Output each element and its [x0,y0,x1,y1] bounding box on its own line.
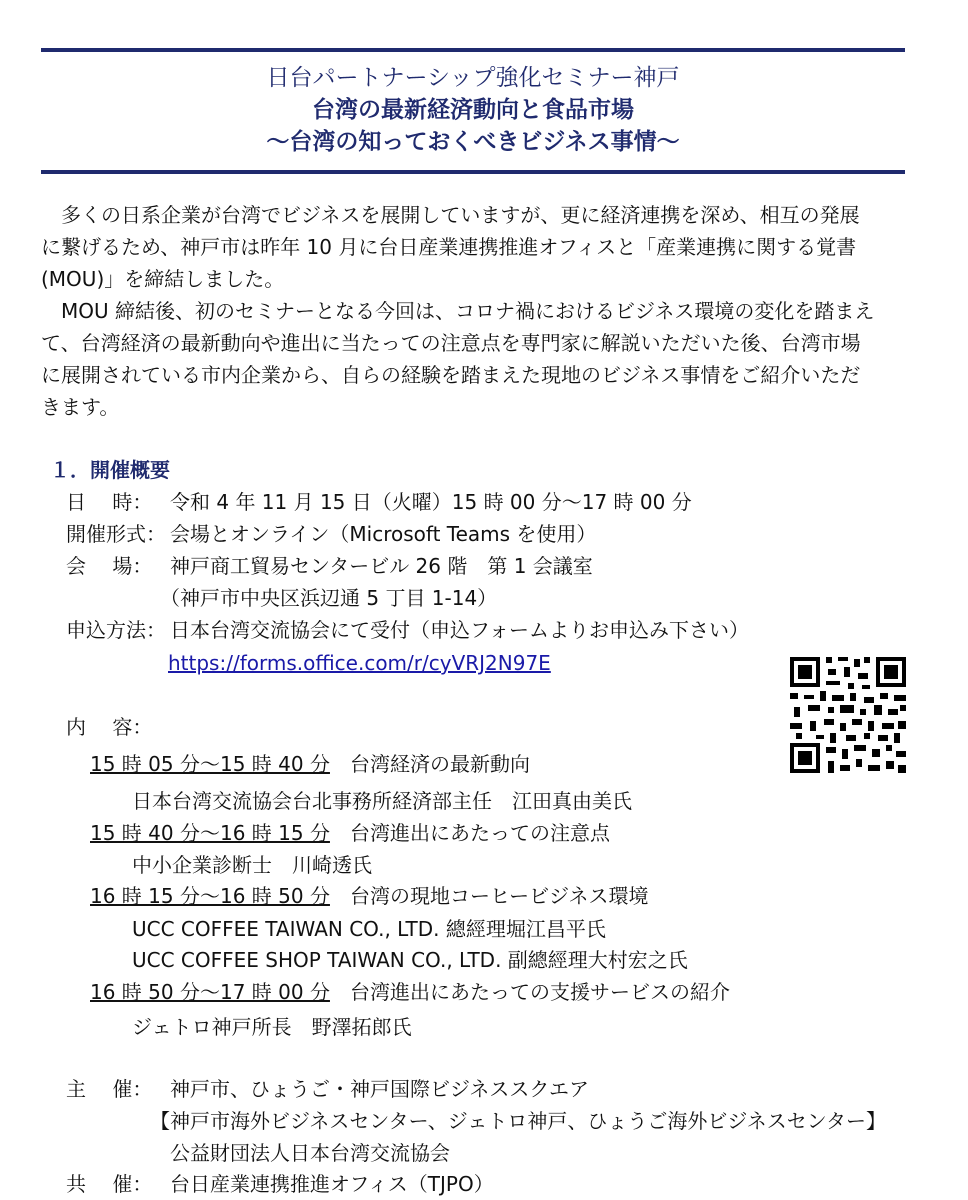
apply-form-row [168,647,551,679]
intro-line: MOU 締結後、初のセミナーとなる今回は、コロナ禍におけるビジネス環境の変化を踏まえ [41,299,875,323]
intro-line: に展開されている市内企業から、自らの経験を踏まえた現地のビジネス事情をご紹介いただ [41,363,861,387]
intro-line: に繋げるため、神戸市は昨年 10 月に台日産業連携推進オフィスと「産業連携に関する覚書 [41,235,857,259]
apply-form-link[interactable]: https://forms.office.com/r/cyVRJ2N97E [168,651,551,675]
intro-text [41,199,921,423]
intro-line: て、台湾経済の最新動向や進出に当たっての注意点を専門家に解説いただいた後、台湾市場 [41,331,861,355]
program-time: 15 時 40 分～16 時 15 分 [90,821,330,845]
datetime-row [66,486,692,518]
program-time: 16 時 50 分～17 時 00 分 [90,980,330,1004]
seminar-title: 台湾の最新経済動向と食品市場 [312,97,634,123]
intro-line: きます。 [41,395,120,419]
venue-row [66,550,593,582]
seminar-series-title: 日台パートナーシップ強化セミナー神戸 [266,65,680,91]
apply-label: 申込方法： [66,618,166,642]
cohost-label: 共 催： [66,1172,153,1196]
host-row [66,1073,589,1105]
bottom-divider [41,170,905,174]
program-topic: 台湾の現地コーヒービジネス環境 [349,884,649,908]
program-item-1 [90,748,530,780]
venue-label: 会 場： [66,554,153,578]
program-speaker: 日本台湾交流協会台北事務所経済部主任 江田真由美氏 [132,789,632,813]
format-value: 会場とオンライン（Microsoft Teams を使用） [170,522,597,546]
section-heading-overview: １．開催概要 [50,458,170,482]
program-topic: 台湾進出にあたっての注意点 [349,821,610,845]
program-item-2 [90,817,610,849]
program-time: 16 時 15 分～16 時 50 分 [90,884,330,908]
host-line: 【神戸市海外ビジネスセンター、ジェトロ神戸、ひょうご海外ビジネスセンター】 [150,1109,886,1133]
format-label: 開催形式： [66,522,166,546]
format-row [66,518,596,550]
program-topic: 台湾進出にあたっての支援サービスの紹介 [349,980,730,1004]
datetime-label: 日 時： [66,490,153,514]
top-divider [41,48,905,52]
venue-address: （神戸市中央区浜辺通 5 丁目 1-14） [160,586,498,610]
host-line: 公益財団法人日本台湾交流協会 [170,1141,450,1165]
program-speaker: 中小企業診断士 川崎透氏 [132,853,372,877]
program-speaker: UCC COFFEE SHOP TAIWAN CO., LTD. 副總經理大村宏之氏 [132,948,688,972]
program-speaker: UCC COFFEE TAIWAN CO., LTD. 總經理堀江昌平氏 [132,917,606,941]
host-line: 神戸市、ひょうご・神戸国際ビジネススクエア [170,1077,589,1101]
intro-line: (MOU)」を締結しました。 [41,267,285,291]
qr-code-icon [788,655,908,775]
program-label: 内 容： [66,715,153,739]
program-item-3 [90,880,649,912]
title-block [41,62,905,159]
venue-value: 神戸商工貿易センタービル 26 階 第 1 会議室 [170,554,593,578]
apply-value: 日本台湾交流協会にて受付（申込フォームよりお申込み下さい） [170,618,749,642]
seminar-subtitle: ～台湾の知っておくべきビジネス事情～ [266,129,680,155]
program-speaker: ジェトロ神戸所長 野澤拓郎氏 [132,1015,412,1039]
apply-row [66,614,749,646]
program-item-4 [90,976,730,1008]
datetime-value: 令和 4 年 11 月 15 日（火曜）15 時 00 分～17 時 00 分 [170,490,692,514]
program-topic: 台湾経済の最新動向 [349,752,530,776]
program-time: 15 時 05 分～15 時 40 分 [90,752,330,776]
intro-line: 多くの日系企業が台湾でビジネスを展開していますが、更に経済連携を深め、相互の発展 [41,203,860,227]
cohost-row [66,1168,494,1200]
cohost-value: 台日産業連携推進オフィス（TJPO） [170,1172,494,1196]
host-label: 主 催： [66,1077,153,1101]
